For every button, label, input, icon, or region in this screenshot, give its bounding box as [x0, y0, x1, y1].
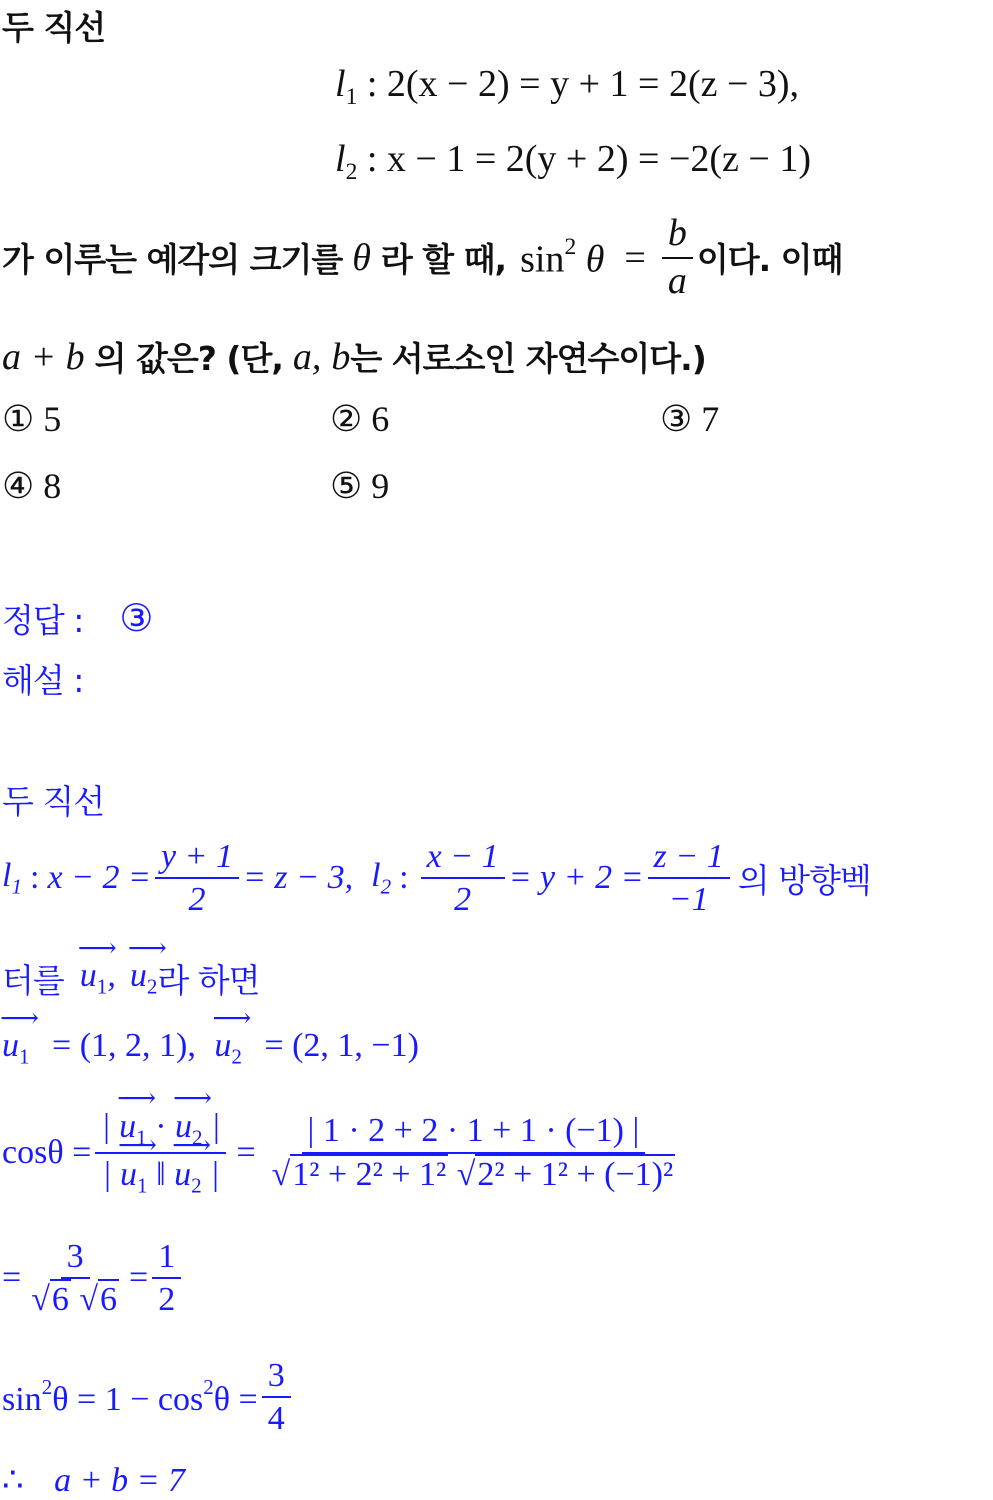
- line-l1-equation: $l_1$ : 2(x − 2) = y + 1 = 2(z − 3),: [335, 63, 800, 111]
- vector-values: ⟶ $u_1 = (1$, 2, 1), ⟶ $u_2 = (2$, 1, −1): [2, 1027, 419, 1069]
- solution-vector-def: [2, 955, 259, 1002]
- one-half: $\frac{1}{2}$: [152, 1238, 181, 1319]
- choice-1[interactable]: ① 5: [2, 399, 62, 439]
- vector-def-text: 터를: [2, 961, 64, 1000]
- condition-text: 가 이루는 예각의 크기를: [2, 240, 343, 280]
- var-a: a,: [292, 335, 322, 378]
- three-quarters: $\frac{3}{4}$: [262, 1357, 291, 1438]
- a-plus-b: a + b: [2, 335, 85, 378]
- fraction-b-over-a: $\frac{b}{a}$: [662, 213, 693, 303]
- sol-l2: $l_2$: [371, 857, 392, 899]
- choice-3[interactable]: ③ 7: [660, 399, 720, 439]
- three-over-root6-squared: $\frac{3}{√6 √6}$: [31, 1238, 118, 1319]
- cos-line: cosθ = $\frac{| ⟶ u_1 \cdot ⟶ u_2 |}{| ⟶ u_1 ‖ ⟶ u_2 |}$ = $\frac{| 1 \cdot 2 + 2 \cdot 1 + 1 \cdot (-1) |}{\text{√1² + 2² + 1² √2² + 1² + (−1)²}}$: [2, 1108, 685, 1197]
- sol-frac-x: $\frac{x - 1}{2}$: [421, 838, 505, 919]
- vec-u1: ⟶ $u_1$,: [80, 957, 116, 999]
- question-text-b: 는 서로소인 자연수이다.): [350, 339, 706, 378]
- sol-l2-mid: = y + 2 =: [508, 859, 644, 897]
- problem-intro: 두 직선: [2, 8, 106, 47]
- sin-squared-line: $\sin^2\theta = 1 - \cos^2\theta$ = $\frac{3}{4}$: [2, 1357, 295, 1438]
- cos-lhs: cosθ =: [2, 1133, 92, 1171]
- line-l2-equation: $l_2$ : x − 1 = 2(y + 2) = −2(z − 1): [335, 138, 811, 186]
- sol-frac-z: $\frac{z - 1}{-1}$: [648, 838, 730, 919]
- solution-label: 해설 :: [2, 661, 84, 700]
- solution-intro: 두 직선: [2, 782, 105, 821]
- final-answer-line: [2, 1460, 185, 1500]
- choice-4[interactable]: ④ 8: [2, 466, 62, 506]
- condition-text-c: 이다. 이때: [696, 240, 843, 280]
- final-equation: a + b = 7: [54, 1462, 186, 1499]
- condition-text-b: 라 할 때,: [380, 240, 507, 280]
- theta-symbol: θ: [352, 236, 371, 279]
- sin-squared: $\sin^2 \theta$: [520, 233, 605, 281]
- vec-u2: ⟶ $u_2$: [130, 957, 158, 999]
- problem-condition-line: [2, 213, 842, 303]
- problem-question-line: [2, 333, 706, 380]
- answer-value: ③: [119, 598, 154, 640]
- cos-simplify-line: = $\frac{3}{√6 √6}$ = $\frac{1}{2}$: [2, 1238, 185, 1319]
- sol-l1-tail: = z − 3,: [242, 859, 354, 897]
- sol-frac-y: $\frac{y + 1}{2}$: [155, 838, 239, 919]
- cos-number-fraction: $\frac{| 1 \cdot 2 + 2 \cdot 1 + 1 \cdot (-1) |}{\text{√1² + 2² + 1² √2² + 1² + (−1)²}}$: [271, 1112, 674, 1193]
- solution-lines-equation: $l_1$ : x − 2 = $\frac{y + 1}{2}$ = z − 3, $l_2$ : $\frac{x - 1}{2}$ = y + 2 = $\frac{z - 1}{-1}$ 의 방향벡: [2, 838, 871, 919]
- answer-line: [2, 595, 153, 642]
- sol-l1-part: x − 2 =: [47, 859, 151, 897]
- question-text: 의 값은? (단,: [94, 339, 283, 378]
- therefore-symbol: ∴: [2, 1462, 24, 1499]
- answer-label: 정답 :: [2, 601, 84, 640]
- var-b: b: [331, 335, 351, 378]
- sol-l1: $l_1$: [2, 857, 22, 899]
- choice-2[interactable]: ② 6: [330, 399, 390, 439]
- vector-def-text-b: 라 하면: [157, 961, 260, 1000]
- choice-5[interactable]: ⑤ 9: [330, 466, 390, 506]
- cos-vector-fraction: $\frac{| ⟶ u_1 \cdot ⟶ u_2 |}{| ⟶ u_1 ‖ ⟶ u_2 |}$: [95, 1108, 226, 1197]
- equals-sign: =: [624, 236, 646, 279]
- direction-text: 의 방향벡: [737, 860, 871, 900]
